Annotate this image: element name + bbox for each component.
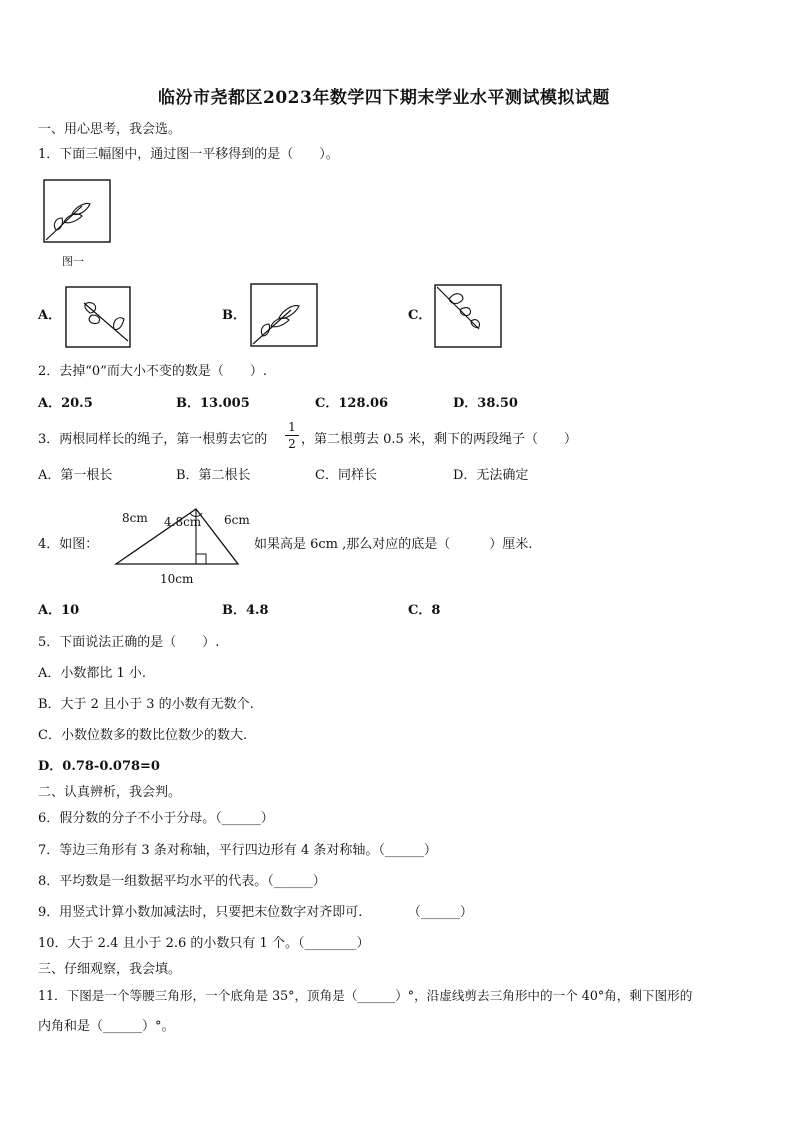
q9-statement: 9．用竖式计算小数加减法时，只要把末位数字对齐即可. （______） [38, 905, 473, 920]
q1-figure-caption: 图一 [62, 255, 84, 268]
q2-option-c: C．128.06 [315, 396, 389, 411]
q1-stem: 1．下面三幅图中，通过图一平移得到的是（ ）。 [38, 147, 339, 162]
q4-option-b: B．4.8 [222, 603, 269, 618]
page-title: 临汾市尧都区2023年数学四下期末学业水平测试模拟试题 [158, 88, 610, 108]
q2-option-d: D．38.50 [453, 396, 518, 411]
q5-option-a: A．小数都比 1 小. [38, 666, 147, 681]
q4-stem-part2: 如果高是 6cm ,那么对应的底是（ ）厘米. [254, 537, 533, 552]
q2-stem: 2．去掉“0”而大小不变的数是（ ）. [38, 364, 267, 379]
q3-fraction-denominator: 2 [288, 437, 296, 451]
q3-stem-part2: ，第二根剪去 0.5 米，剩下的两段绳子（ ） [301, 432, 577, 447]
q8-statement: 8．平均数是一组数据平均水平的代表。（______） [38, 874, 326, 889]
q1-option-b-label: B． [222, 308, 246, 323]
q3-fraction-numerator: 1 [288, 420, 296, 434]
q1-figure-one [42, 178, 112, 244]
q4-label-base: 10cm [160, 572, 194, 586]
q3-fraction [285, 420, 299, 451]
q1-option-b-figure [249, 282, 319, 348]
q10-statement: 10．大于 2.4 且小于 2.6 的小数只有 1 个。（________） [38, 936, 370, 951]
section-2-heading: 二、认真辨析，我会判。 [38, 785, 182, 800]
q3-fraction-bar [285, 435, 299, 436]
q4-label-right-side: 6cm [224, 513, 250, 527]
q3-option-d: D．无法确定 [453, 468, 529, 483]
q6-statement: 6．假分数的分子不小于分母。（______） [38, 811, 274, 826]
q7-statement: 7．等边三角形有 3 条对称轴，平行四边形有 4 条对称轴。（______） [38, 843, 437, 858]
q3-option-c: C．同样长 [315, 468, 377, 483]
q11-line-1: 11．下图是一个等腰三角形，一个底角是 35°，顶角是（______）°，沿虚线剪去三角形中的一个 40°角，剩下图形的 [38, 988, 693, 1003]
q3-stem-part1: 3．两根同样长的绳子，第一根剪去它的 [38, 432, 268, 447]
q4-label-height: 4.8cm [164, 515, 202, 529]
q4-label-left-side: 8cm [122, 511, 148, 525]
q11-line-2: 内角和是（______）°。 [38, 1019, 175, 1034]
q1-option-c-figure [433, 283, 503, 349]
q4-option-a: A．10 [38, 603, 80, 618]
q5-option-b: B．大于 2 且小于 3 的小数有无数个. [38, 697, 254, 712]
q3-option-a: A．第一根长 [38, 468, 113, 483]
q4-stem-part1: 4．如图： [38, 537, 99, 552]
section-1-heading: 一、用心思考，我会选。 [38, 122, 182, 137]
section-3-heading: 三、仔细观察，我会填。 [38, 962, 182, 977]
q3-option-b: B．第二根长 [176, 468, 251, 483]
q5-option-c: C．小数位数多的数比位数少的数大. [38, 728, 248, 743]
q5-stem: 5．下面说法正确的是（ ）. [38, 635, 220, 650]
q1-option-a-figure [64, 285, 132, 349]
q1-option-c-label: C． [408, 308, 432, 323]
q5-option-d: D．0.78-0.078=0 [38, 759, 160, 774]
q1-option-a-label: A． [38, 308, 62, 323]
q2-option-b: B．13.005 [176, 396, 250, 411]
q4-option-c: C．8 [408, 603, 441, 618]
q2-option-a: A．20.5 [38, 396, 93, 411]
